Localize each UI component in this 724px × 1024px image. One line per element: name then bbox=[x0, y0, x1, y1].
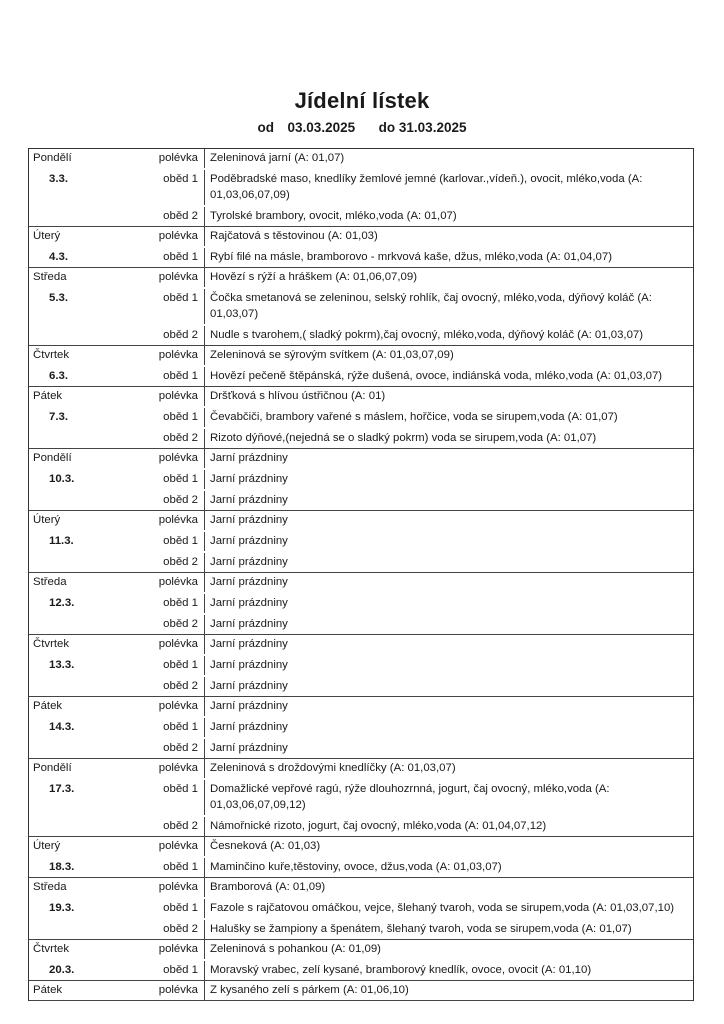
meal-description: Z kysaného zelí s párkem (A: 01,06,10) bbox=[210, 984, 409, 996]
meal-description: Jarní prázdniny bbox=[210, 473, 288, 485]
meal-description: Jarní prázdniny bbox=[210, 452, 288, 464]
menu-row bbox=[29, 287, 693, 324]
meal-type: oběd 2 bbox=[163, 210, 198, 222]
from-label: od bbox=[257, 120, 274, 135]
menu-row bbox=[29, 427, 693, 448]
day-block bbox=[29, 227, 693, 268]
menu-row bbox=[29, 716, 693, 737]
meal-description: Jarní prázdniny bbox=[210, 618, 288, 630]
row-label bbox=[29, 491, 205, 510]
meal-type: polévka bbox=[158, 881, 198, 893]
label-spacer bbox=[33, 921, 103, 937]
menu-row bbox=[29, 613, 693, 634]
row-label bbox=[29, 878, 205, 897]
row-label bbox=[29, 899, 205, 918]
row-label bbox=[29, 635, 205, 654]
menu-row bbox=[29, 530, 693, 551]
menu-row bbox=[29, 205, 693, 226]
day-name: Pondělí bbox=[33, 152, 72, 164]
meal-description: Hovězí pečeně štěpánská, rýže dušená, ovoce, indiánská voda, mléko,voda (A: 01,03,07) bbox=[210, 370, 663, 382]
meal-description: Maminčino kuře,těstoviny, ovoce, džus,voda (A: 01,03,07) bbox=[210, 861, 502, 873]
menu-row bbox=[29, 897, 693, 918]
meal-description: Jarní prázdniny bbox=[210, 494, 288, 506]
menu-row bbox=[29, 878, 693, 897]
menu-row bbox=[29, 592, 693, 613]
meal-type: oběd 1 bbox=[163, 783, 198, 795]
row-label bbox=[29, 817, 205, 836]
day-block bbox=[29, 940, 693, 981]
day-block bbox=[29, 449, 693, 511]
meal-type: polévka bbox=[158, 984, 198, 996]
row-label bbox=[29, 149, 205, 168]
meal-type: polévka bbox=[158, 230, 198, 242]
menu-row bbox=[29, 940, 693, 959]
meal-description: Jarní prázdniny bbox=[210, 514, 288, 526]
day-date: 17.3. bbox=[49, 783, 75, 795]
day-date: 19.3. bbox=[49, 902, 75, 914]
meal-type: polévka bbox=[158, 943, 198, 955]
menu-row bbox=[29, 449, 693, 468]
day-block bbox=[29, 346, 693, 387]
menu-row bbox=[29, 737, 693, 758]
meal-description: Rajčatová s těstovinou (A: 01,03) bbox=[210, 230, 378, 242]
row-label bbox=[29, 429, 205, 448]
meal-description: Jarní prázdniny bbox=[210, 638, 288, 650]
day-name: Úterý bbox=[33, 840, 61, 852]
meal-type: polévka bbox=[158, 452, 198, 464]
menu-row bbox=[29, 168, 693, 205]
meal-type: oběd 2 bbox=[163, 742, 198, 754]
to-date: 31.03.2025 bbox=[398, 120, 467, 135]
meal-type: oběd 1 bbox=[163, 535, 198, 547]
day-name: Pondělí bbox=[33, 762, 72, 774]
label-spacer bbox=[33, 554, 103, 570]
meal-type: oběd 1 bbox=[163, 597, 198, 609]
meal-type: polévka bbox=[158, 576, 198, 588]
day-name: Úterý bbox=[33, 514, 61, 526]
row-label bbox=[29, 615, 205, 634]
menu-row bbox=[29, 675, 693, 696]
row-label bbox=[29, 268, 205, 287]
day-block bbox=[29, 759, 693, 837]
day-date: 11.3. bbox=[49, 535, 74, 547]
row-label bbox=[29, 248, 205, 267]
day-block bbox=[29, 697, 693, 759]
meal-description: Čočka smetanová se zeleninou, selský rohlík, čaj ovocný, mléko,voda, dýňový koláč (A: 01,03,07) bbox=[210, 292, 652, 320]
row-label bbox=[29, 470, 205, 489]
meal-description: Jarní prázdniny bbox=[210, 659, 288, 671]
menu-row bbox=[29, 268, 693, 287]
meal-description: Zeleninová se sýrovým svítkem (A: 01,03,07,09) bbox=[210, 349, 454, 361]
row-label bbox=[29, 961, 205, 980]
day-date: 20.3. bbox=[49, 964, 75, 976]
day-name: Pátek bbox=[33, 984, 63, 996]
label-spacer bbox=[33, 492, 103, 508]
row-label bbox=[29, 594, 205, 613]
menu-row bbox=[29, 654, 693, 675]
menu-row bbox=[29, 759, 693, 778]
day-date: 3.3. bbox=[49, 173, 68, 185]
meal-type: oběd 1 bbox=[163, 473, 198, 485]
label-spacer bbox=[33, 327, 103, 343]
day-name: Pátek bbox=[33, 390, 63, 402]
from-date: 03.03.2025 bbox=[287, 120, 356, 135]
day-block bbox=[29, 387, 693, 449]
menu-row bbox=[29, 246, 693, 267]
row-label bbox=[29, 718, 205, 737]
row-label bbox=[29, 170, 205, 205]
meal-type: oběd 2 bbox=[163, 329, 198, 341]
date-range bbox=[0, 120, 724, 135]
meal-description: Jarní prázdniny bbox=[210, 597, 288, 609]
row-label bbox=[29, 367, 205, 386]
meal-type: oběd 1 bbox=[163, 251, 198, 263]
menu-row bbox=[29, 489, 693, 510]
menu-row bbox=[29, 149, 693, 168]
meal-type: oběd 2 bbox=[163, 494, 198, 506]
menu-row bbox=[29, 635, 693, 654]
day-block bbox=[29, 268, 693, 346]
menu-row bbox=[29, 778, 693, 815]
day-date: 18.3. bbox=[49, 861, 75, 873]
menu-row bbox=[29, 959, 693, 980]
menu-row bbox=[29, 387, 693, 406]
row-label bbox=[29, 780, 205, 815]
day-block bbox=[29, 511, 693, 573]
meal-description: Halušky se žampiony a špenátem, šlehaný tvaroh, voda se sirupem,voda (A: 01,07) bbox=[210, 923, 632, 935]
row-label bbox=[29, 858, 205, 877]
meal-description: Rybí filé na másle, bramborovo - mrkvová kaše, džus, mléko,voda (A: 01,04,07) bbox=[210, 251, 613, 263]
meal-type: oběd 1 bbox=[163, 411, 198, 423]
row-label bbox=[29, 697, 205, 716]
meal-description: Moravský vrabec, zelí kysané, bramborový knedlík, ovoce, ovocit (A: 01,10) bbox=[210, 964, 592, 976]
row-label bbox=[29, 739, 205, 758]
row-label bbox=[29, 981, 205, 1000]
meal-type: oběd 2 bbox=[163, 820, 198, 832]
label-spacer bbox=[33, 740, 103, 756]
label-spacer bbox=[33, 818, 103, 834]
meal-description: Jarní prázdniny bbox=[210, 680, 288, 692]
day-name: Čtvrtek bbox=[33, 638, 70, 650]
day-date: 5.3. bbox=[49, 292, 68, 304]
day-block bbox=[29, 573, 693, 635]
day-date: 12.3. bbox=[49, 597, 75, 609]
day-name: Pátek bbox=[33, 700, 63, 712]
label-spacer bbox=[33, 616, 103, 632]
meal-type: polévka bbox=[158, 840, 198, 852]
day-name: Pondělí bbox=[33, 452, 72, 464]
row-label bbox=[29, 346, 205, 365]
day-name: Čtvrtek bbox=[33, 943, 70, 955]
meal-description: Bramborová (A: 01,09) bbox=[210, 881, 326, 893]
meal-type: oběd 2 bbox=[163, 556, 198, 568]
menu-row bbox=[29, 406, 693, 427]
meal-type: polévka bbox=[158, 700, 198, 712]
day-date: 7.3. bbox=[49, 411, 68, 423]
row-label bbox=[29, 532, 205, 551]
meal-description: Dršťková s hlívou ústřičnou (A: 01) bbox=[210, 390, 386, 402]
meal-type: oběd 1 bbox=[163, 292, 198, 304]
menu-row bbox=[29, 551, 693, 572]
menu-row bbox=[29, 815, 693, 836]
meal-type: polévka bbox=[158, 152, 198, 164]
day-date: 10.3. bbox=[49, 473, 75, 485]
meal-description: Zeleninová s droždovými knedlíčky (A: 01,03,07) bbox=[210, 762, 456, 774]
row-label bbox=[29, 759, 205, 778]
meal-description: Česneková (A: 01,03) bbox=[210, 840, 321, 852]
day-block bbox=[29, 635, 693, 697]
to-label: do bbox=[378, 120, 396, 135]
meal-description: Námořnické rizoto, jogurt, čaj ovocný, mléko,voda (A: 01,04,07,12) bbox=[210, 820, 547, 832]
meal-description: Poděbradské maso, knedlíky žemlové jemné (karlovar.,vídeň.), ovocit, mléko,voda (A: 01,03,06,07,09) bbox=[210, 173, 643, 201]
meal-description: Jarní prázdniny bbox=[210, 576, 288, 588]
day-date: 13.3. bbox=[49, 659, 75, 671]
row-label bbox=[29, 227, 205, 246]
day-name: Čtvrtek bbox=[33, 349, 70, 361]
meal-description: Rizoto dýňové,(nejedná se o sladký pokrm) voda se sirupem,voda (A: 01,07) bbox=[210, 432, 597, 444]
row-label bbox=[29, 677, 205, 696]
meal-type: oběd 2 bbox=[163, 432, 198, 444]
menu-row bbox=[29, 856, 693, 877]
meal-description: Hovězí s rýží a hráškem (A: 01,06,07,09) bbox=[210, 271, 418, 283]
menu-row bbox=[29, 697, 693, 716]
meal-type: polévka bbox=[158, 271, 198, 283]
menu-row bbox=[29, 346, 693, 365]
day-block bbox=[29, 981, 693, 1001]
meal-type: polévka bbox=[158, 514, 198, 526]
meal-type: oběd 2 bbox=[163, 618, 198, 630]
day-name: Středa bbox=[33, 576, 67, 588]
row-label bbox=[29, 656, 205, 675]
day-name: Úterý bbox=[33, 230, 61, 242]
meal-type: oběd 1 bbox=[163, 861, 198, 873]
meal-description: Tyrolské brambory, ovocit, mléko,voda (A: 01,07) bbox=[210, 210, 457, 222]
meal-type: oběd 1 bbox=[163, 173, 198, 185]
row-label bbox=[29, 511, 205, 530]
day-block bbox=[29, 149, 693, 227]
meal-type: oběd 1 bbox=[163, 902, 198, 914]
page-title: Jídelní lístek bbox=[294, 88, 430, 113]
meal-type: oběd 1 bbox=[163, 659, 198, 671]
row-label bbox=[29, 289, 205, 324]
menu-row bbox=[29, 837, 693, 856]
row-label bbox=[29, 207, 205, 226]
menu-row bbox=[29, 573, 693, 592]
row-label bbox=[29, 553, 205, 572]
meal-type: polévka bbox=[158, 349, 198, 361]
meal-type: polévka bbox=[158, 390, 198, 402]
row-label bbox=[29, 387, 205, 406]
day-name: Středa bbox=[33, 271, 67, 283]
menu-row bbox=[29, 365, 693, 386]
meal-type: oběd 1 bbox=[163, 964, 198, 976]
meal-description: Jarní prázdniny bbox=[210, 721, 288, 733]
menu-row bbox=[29, 227, 693, 246]
label-spacer bbox=[33, 430, 103, 446]
day-date: 6.3. bbox=[49, 370, 68, 382]
day-date: 4.3. bbox=[49, 251, 68, 263]
meal-description: Čevabčiči, brambory vařené s máslem, hořčice, voda se sirupem,voda (A: 01,07) bbox=[210, 411, 618, 423]
row-label bbox=[29, 837, 205, 856]
meal-description: Fazole s rajčatovou omáčkou, vejce, šlehaný tvaroh, voda se sirupem,voda (A: 01,03,07,10) bbox=[210, 902, 675, 914]
menu-table bbox=[28, 148, 694, 1001]
meal-type: polévka bbox=[158, 638, 198, 650]
meal-description: Zeleninová jarní (A: 01,07) bbox=[210, 152, 345, 164]
menu-row bbox=[29, 511, 693, 530]
meal-type: oběd 2 bbox=[163, 923, 198, 935]
day-block bbox=[29, 878, 693, 940]
menu-row bbox=[29, 918, 693, 939]
meal-description: Zeleninová s pohankou (A: 01,09) bbox=[210, 943, 381, 955]
row-label bbox=[29, 326, 205, 345]
row-label bbox=[29, 408, 205, 427]
menu-row bbox=[29, 981, 693, 1000]
meal-type: oběd 1 bbox=[163, 721, 198, 733]
meal-description: Jarní prázdniny bbox=[210, 556, 288, 568]
meal-description: Nudle s tvarohem,( sladký pokrm),čaj ovocný, mléko,voda, dýňový koláč (A: 01,03,07) bbox=[210, 329, 644, 341]
meal-description: Jarní prázdniny bbox=[210, 700, 288, 712]
meal-type: oběd 2 bbox=[163, 680, 198, 692]
row-label bbox=[29, 920, 205, 939]
meal-description: Domažlické vepřové ragú, rýže dlouhozrnná, jogurt, čaj ovocný, mléko,voda (A: 01,03,06,07,09,12) bbox=[210, 783, 610, 811]
row-label bbox=[29, 573, 205, 592]
row-label bbox=[29, 449, 205, 468]
label-spacer bbox=[33, 678, 103, 694]
meal-description: Jarní prázdniny bbox=[210, 535, 288, 547]
menu-row bbox=[29, 468, 693, 489]
label-spacer bbox=[33, 208, 103, 224]
menu-row bbox=[29, 324, 693, 345]
meal-description: Jarní prázdniny bbox=[210, 742, 288, 754]
meal-type: oběd 1 bbox=[163, 370, 198, 382]
row-label bbox=[29, 940, 205, 959]
day-name: Středa bbox=[33, 881, 67, 893]
day-date: 14.3. bbox=[49, 721, 75, 733]
day-block bbox=[29, 837, 693, 878]
meal-type: polévka bbox=[158, 762, 198, 774]
